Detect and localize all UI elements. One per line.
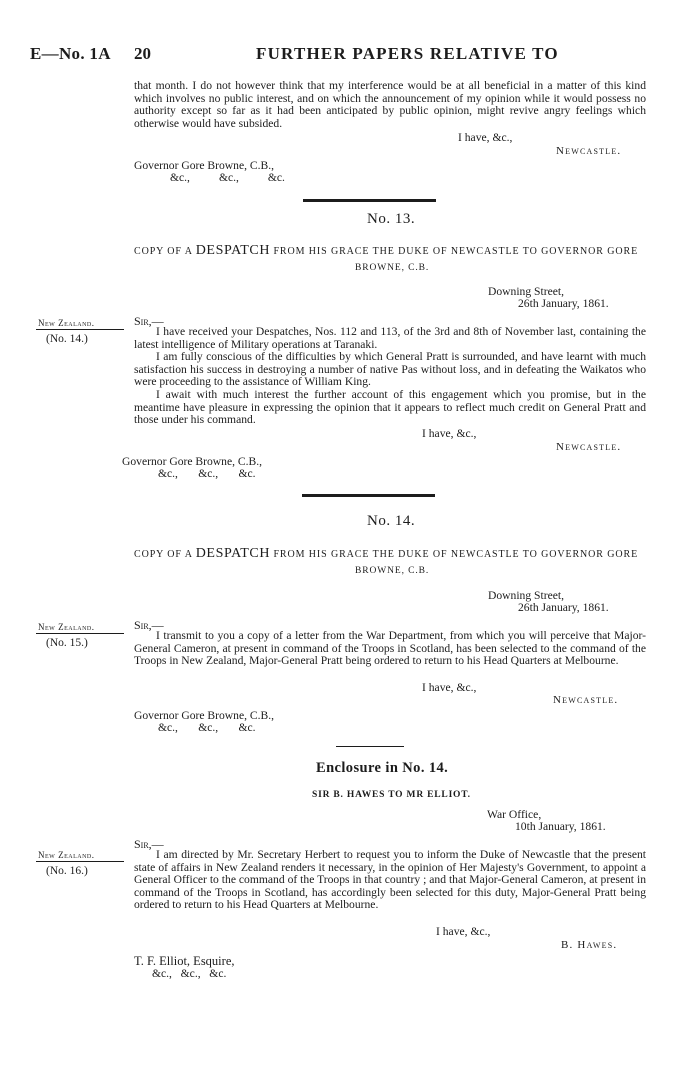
enclosure-sidebar-no: (No. 16.) — [46, 865, 88, 877]
opening-text: that month. I do not however think that my interference would be at all beneficial in a matter of this kind which involves no public interest, and on which the announcement of my opinion while it would possess no authority except so far as it had been anticipated by public opinion, might revive angry feelings which otherwise would have subsided. — [134, 79, 646, 130]
despatch-13-addressee: Governor Gore Browne, C.B., — [122, 455, 263, 468]
despatch-14-word: DESPATCH — [195, 546, 271, 561]
despatch-13-p2: I am fully conscious of the difficulties by which General Pratt is surrounded, and have learnt with much satisfaction his success in destroying a number of native Pas without loss, and in defeating the Waikatos who were proceeding to the assistance of William King. — [134, 350, 646, 389]
opening-paragraph — [134, 80, 646, 130]
despatch-14-copy-b: FROM HIS GRACE THE DUKE OF NEWCASTLE TO GOVERNOR GORE — [273, 549, 639, 560]
despatch-14-sidebar-no: (No. 15.) — [46, 637, 88, 649]
sidebar-rule — [36, 329, 124, 330]
despatch-14-title — [134, 546, 638, 562]
enclosure-p1: I am directed by Mr. Secretary Herbert to request you to inform the Duke of Newcastle that the present state of affairs in New Zealand renders it necessary, in the opinion of Her Majesty's Government, to appoint a General Officer to the command of the Troops in that country ; and that Major-General Cameron, at present in command of the Troops in Scotland, has accordingly been selected for this duty, Major-General Pratt being ordered to return to his Head Quarters at Melbourne. — [134, 848, 646, 912]
despatch-13-date: 26th January, 1861. — [518, 297, 609, 310]
despatch-13-p3: I await with much interest the further account of this engagement which you promise, but in the meantime have pleasure in expressing the opinion that it appears to reflect much credit on General Pratt and those under his command. — [134, 387, 646, 427]
page-title: FURTHER PAPERS RELATIVE TO — [256, 44, 559, 63]
despatch-13-closing: I have, &c., — [422, 427, 477, 440]
sidebar-rule — [36, 861, 124, 862]
opening-closing: I have, &c., — [458, 131, 513, 144]
despatch-13-etc: &c., &c., &c. — [158, 467, 256, 480]
despatch-13-signature: Newcastle. — [556, 441, 622, 453]
despatch-14-place: Downing Street, — [488, 589, 564, 602]
despatch-14-number: No. 14. — [367, 513, 416, 529]
enclosure-addressee: T. F. Elliot, Esquire, — [134, 954, 235, 968]
enclosure-place: War Office, — [487, 808, 542, 821]
despatch-13-copy-a: COPY OF A — [134, 246, 193, 257]
despatch-13-sidebar-no: (No. 14.) — [46, 333, 88, 345]
despatch-14-p1: I transmit to you a copy of a letter from the War Department, from which you will perceive that Major-General Cameron, at present in command of the Troops in Scotland, has been selected to the command of the Troops in New Zealand, Major-General Pratt being ordered to return to his Head Quarters at Melbourne. — [134, 629, 646, 668]
despatch-13-sidebar-label: New Zealand. — [38, 318, 95, 328]
enclosure-etc: &c., &c., &c. — [152, 967, 227, 980]
despatch-13-title — [134, 243, 638, 259]
document-code: E—No. 1A — [30, 44, 111, 63]
despatch-13-number: No. 13. — [367, 211, 416, 227]
despatch-13-copy-b: FROM HIS GRACE THE DUKE OF NEWCASTLE TO GOVERNOR GORE — [273, 246, 639, 257]
enclosure-sidebar-label: New Zealand. — [38, 850, 95, 860]
opening-etc: &c., &c., &c. — [170, 171, 285, 184]
despatch-14-addressee: Governor Gore Browne, C.B., — [134, 709, 275, 722]
opening-signature: Newcastle. — [556, 145, 622, 157]
despatch-14-title-cont: BROWNE, C.B. — [355, 566, 430, 576]
despatch-14-signature: Newcastle. — [553, 694, 619, 706]
enclosure-closing: I have, &c., — [436, 925, 491, 938]
despatch-14-body — [134, 630, 646, 668]
opening-addressee: Governor Gore Browne, C.B., — [134, 159, 275, 172]
enclosure-body — [134, 849, 646, 912]
despatch-14-date: 26th January, 1861. — [518, 601, 609, 614]
despatch-13-p1: I have received your Despatches, Nos. 112 and 113, of the 3rd and 8th of November last, containing the latest intelligence of Military operations at Taranaki. — [134, 325, 646, 351]
enclosure-heading: Enclosure in No. 14. — [316, 760, 449, 776]
enclosure-date: 10th January, 1861. — [515, 820, 606, 833]
despatch-13-body — [134, 326, 646, 427]
despatch-14-copy-a: COPY OF A — [134, 549, 193, 560]
sidebar-rule — [36, 633, 124, 634]
despatch-13-word: DESPATCH — [195, 243, 271, 258]
section-divider — [302, 494, 435, 497]
despatch-13-title-cont: BROWNE, C.B. — [355, 263, 430, 273]
enclosure-subheading: SIR B. HAWES TO MR ELLIOT. — [312, 790, 471, 800]
despatch-13-salutation: Sir,— — [134, 314, 164, 328]
despatch-14-closing: I have, &c., — [422, 681, 477, 694]
despatch-14-salutation: Sir,— — [134, 618, 164, 632]
enclosure-signature: B. Hawes. — [561, 939, 618, 951]
page-number: 20 — [134, 44, 151, 63]
section-divider — [303, 199, 436, 202]
enclosure-divider — [336, 746, 404, 747]
despatch-14-etc: &c., &c., &c. — [158, 721, 256, 734]
despatch-14-sidebar-label: New Zealand. — [38, 622, 95, 632]
enclosure-salutation: Sir,— — [134, 837, 164, 851]
despatch-13-place: Downing Street, — [488, 285, 564, 298]
